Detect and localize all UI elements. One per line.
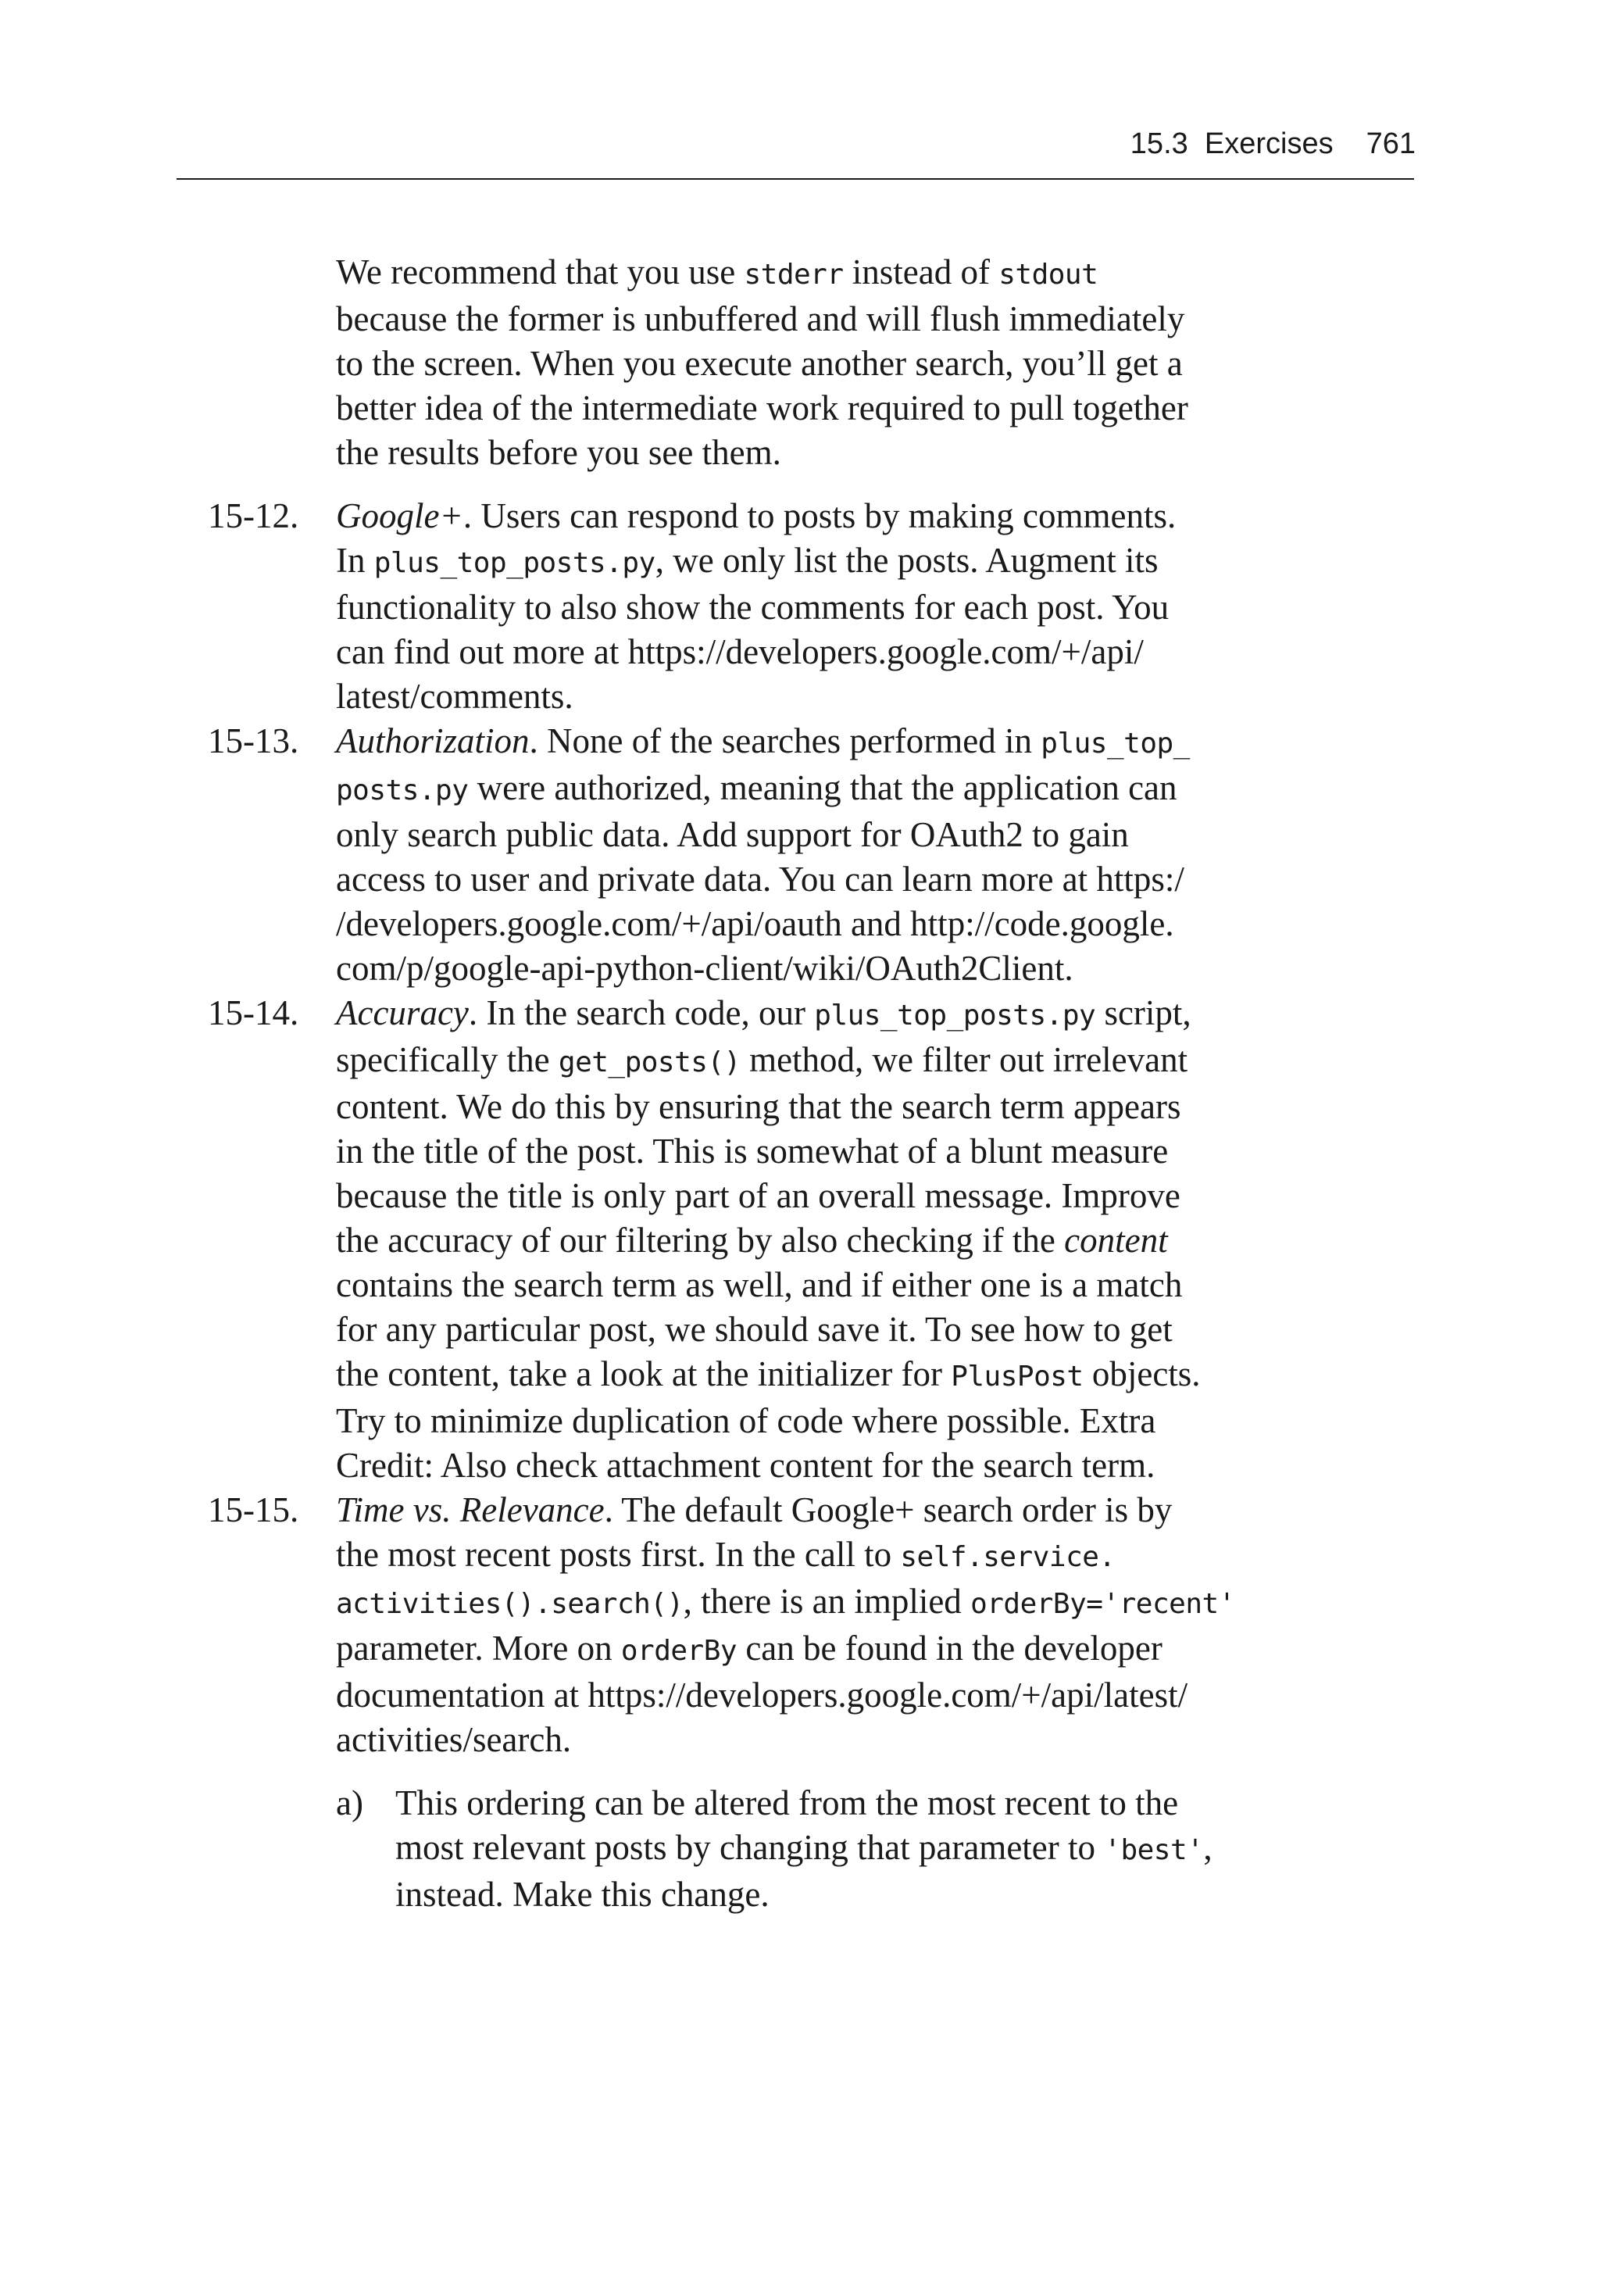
exercise-line: Credit: Also check attachment content for the search term. (336, 1446, 1155, 1485)
exercise-15-12 (208, 494, 1352, 719)
exercise-number: 15-15. (208, 1490, 299, 1529)
intro-paragraph (336, 250, 1352, 475)
exercise-15-14 (208, 991, 1352, 1488)
inline-code: orderBy (620, 1635, 738, 1667)
subitem-a (336, 1781, 1352, 1917)
section-title: 15.3 Exercises (1130, 127, 1334, 160)
inline-code: stdout (998, 259, 1098, 291)
exercise-line: access to user and private data. You can learn more at https:/ (336, 860, 1184, 899)
emphasis: content (1064, 1221, 1168, 1260)
subitem-line: This ordering can be altered from the most recent to the (395, 1783, 1179, 1822)
exercise-line: in the title of the post. This is somewhat of a blunt measure (336, 1132, 1169, 1171)
inline-code: orderBy='recent' (970, 1588, 1235, 1620)
inline-code: self.service. (900, 1541, 1116, 1573)
inline-code: plus_top_posts.py (373, 547, 655, 579)
exercise-line: the most recent posts first. In the call to self.service. (336, 1535, 1116, 1574)
exercise-line: Accuracy. In the search code, our plus_top_posts.py script, (336, 993, 1191, 1032)
exercise-line: documentation at https://developers.google.com/+/api/latest/ (336, 1676, 1188, 1715)
exercise-line: Time vs. Relevance. The default Google+ search order is by (336, 1490, 1173, 1529)
exercise-line: because the title is only part of an overall message. Improve (336, 1176, 1180, 1215)
exercise-line: contains the search term as well, and if either one is a match (336, 1265, 1183, 1304)
exercise-title: Accuracy (336, 993, 469, 1032)
exercise-line: functionality to also show the comments for each post. You (336, 588, 1170, 627)
intro-line: We recommend that you use stderr instead of stdout (336, 252, 1098, 291)
exercise-line: only search public data. Add support for OAuth2 to gain (336, 815, 1129, 854)
exercise-15-13 (208, 719, 1352, 991)
inline-code: plus_top_ (1041, 728, 1190, 760)
subitem-line: instead. Make this change. (395, 1875, 770, 1914)
exercise-line: In plus_top_posts.py, we only list the posts. Augment its (336, 541, 1159, 580)
exercise-line: parameter. More on orderBy can be found in the developer (336, 1629, 1162, 1668)
exercise-line: the content, take a look at the initializer for PlusPost objects. (336, 1354, 1201, 1393)
exercise-title: Google+ (336, 496, 463, 535)
exercise-15-15 (208, 1488, 1352, 1917)
subitem-line: most relevant posts by changing that parameter to 'best', (395, 1828, 1212, 1867)
exercise-number: 15-12. (208, 496, 299, 535)
exercise-number: 15-14. (208, 993, 299, 1032)
exercise-line: posts.py were authorized, meaning that the application can (336, 768, 1177, 807)
intro-line: better idea of the intermediate work required to pull together (336, 388, 1188, 427)
inline-code: PlusPost (951, 1361, 1084, 1393)
exercise-number: 15-13. (208, 721, 299, 760)
header-rule (177, 178, 1414, 180)
page-body (208, 250, 1352, 1917)
exercise-line: activities().search(), there is an implied orderBy='recent' (336, 1582, 1235, 1621)
exercise-line: the accuracy of our filtering by also checking if the content (336, 1221, 1168, 1260)
exercise-line: activities/search. (336, 1720, 572, 1759)
running-head (1130, 120, 1416, 167)
exercise-title: Authorization (336, 721, 530, 760)
exercise-line: /developers.google.com/+/api/oauth and http://code.google. (336, 904, 1174, 943)
subitem-label: a) (336, 1783, 363, 1822)
exercise-line: content. We do this by ensuring that the search term appears (336, 1087, 1181, 1126)
page-number: 761 (1366, 127, 1416, 160)
inline-code: 'best' (1104, 1834, 1204, 1866)
exercise-line: Google+. Users can respond to posts by making comments. (336, 496, 1177, 535)
exercise-line: Authorization. None of the searches performed in plus_top_ (336, 721, 1190, 760)
exercise-line: latest/comments. (336, 677, 573, 716)
inline-code: posts.py (336, 774, 469, 806)
intro-line: the results before you see them. (336, 433, 781, 472)
inline-code: stderr (744, 259, 844, 291)
exercise-line: com/p/google-api-python-client/wiki/OAuth2Client. (336, 949, 1073, 988)
inline-code: get_posts() (558, 1046, 741, 1078)
inline-code: plus_top_posts.py (814, 1000, 1096, 1032)
inline-code: activities().search() (336, 1588, 684, 1620)
exercise-line: for any particular post, we should save it. To see how to get (336, 1310, 1173, 1349)
intro-line: because the former is unbuffered and will flush immediately (336, 299, 1185, 338)
exercise-line: specifically the get_posts() method, we filter out irrelevant (336, 1040, 1188, 1079)
exercise-title: Time vs. Relevance (336, 1490, 605, 1529)
exercise-line: Try to minimize duplication of code where possible. Extra (336, 1401, 1156, 1440)
exercise-line: can find out more at https://developers.google.com/+/api/ (336, 632, 1144, 671)
intro-line: to the screen. When you execute another search, you’ll get a (336, 344, 1183, 383)
